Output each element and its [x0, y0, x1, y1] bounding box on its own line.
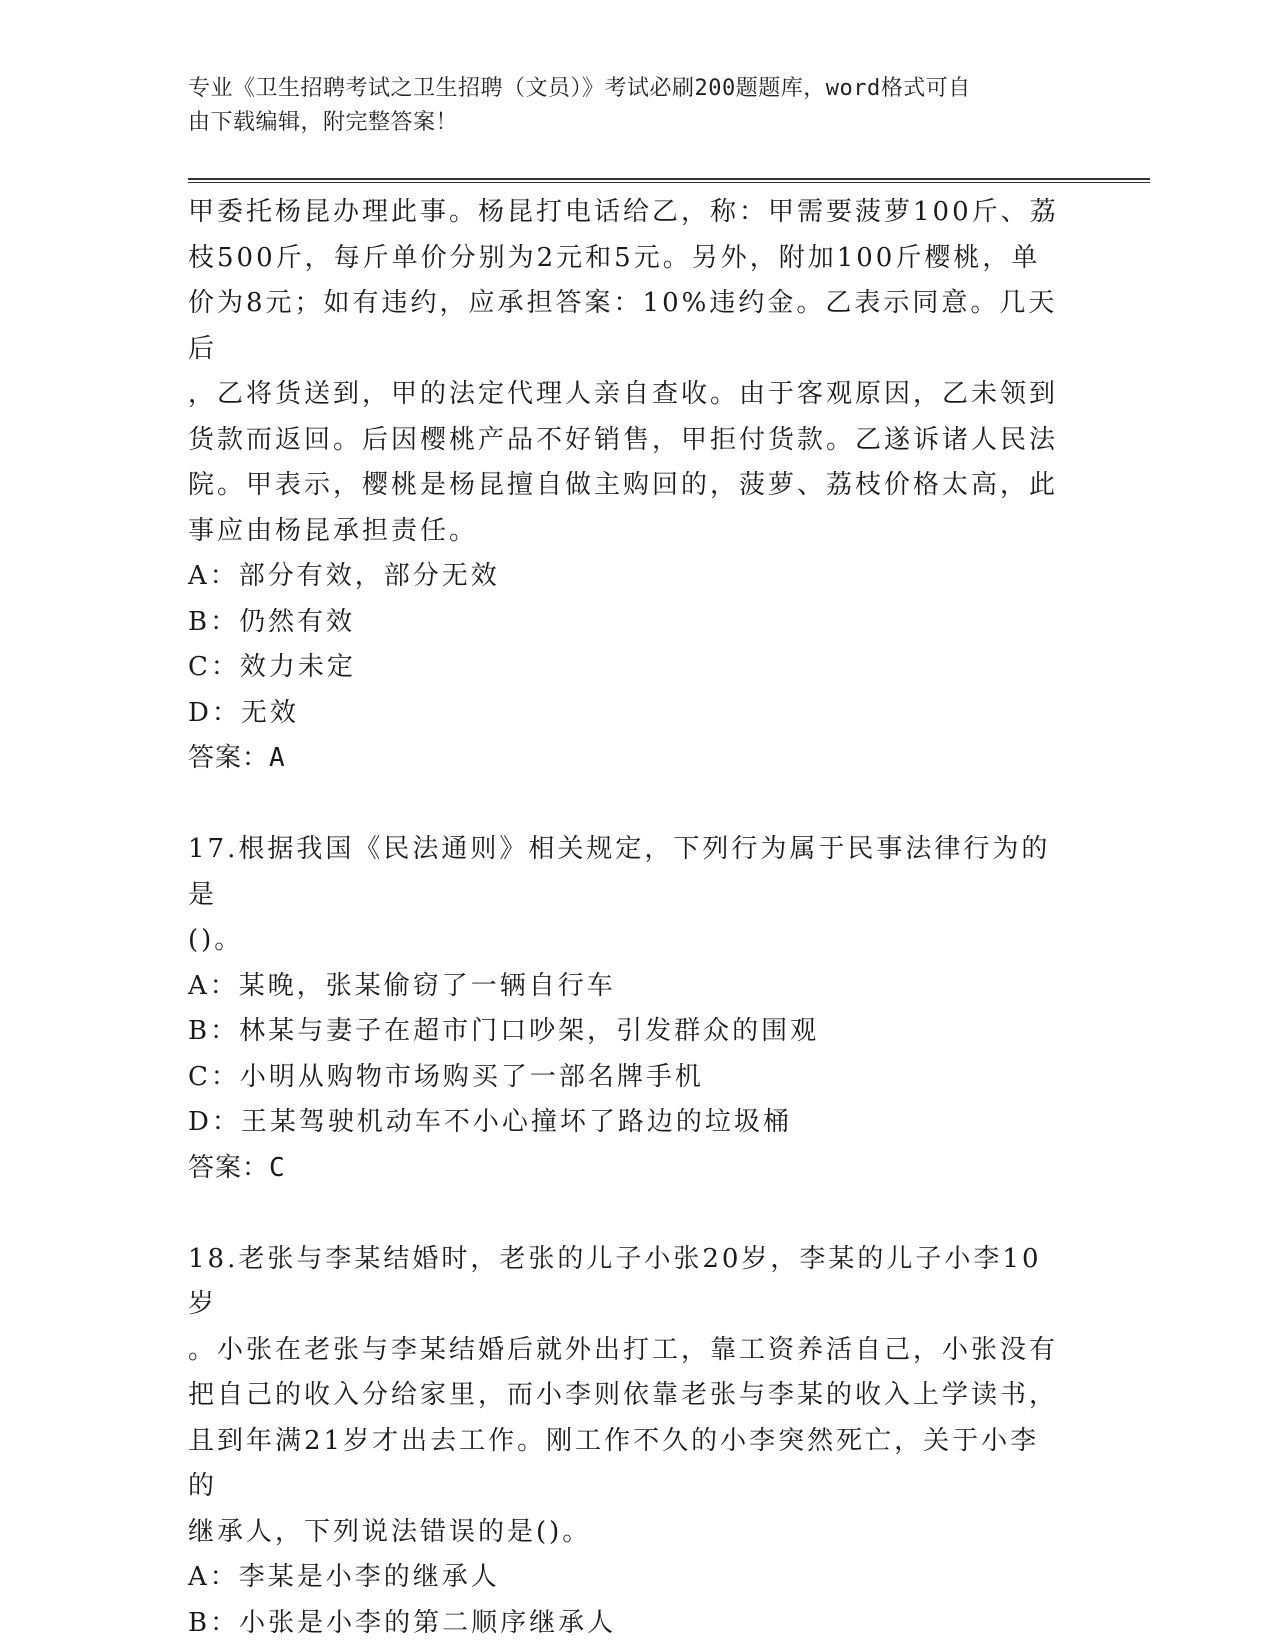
question-16	[188, 190, 1068, 782]
question-16-option-d: D：无效	[188, 697, 299, 728]
question-16-text-line: 事应由杨昆承担责任。	[188, 515, 479, 546]
spacer	[188, 1191, 1068, 1237]
header-divider	[188, 178, 1150, 183]
question-16-text-line: 价为8元；如有违约，应承担答案：10%违约金。乙表示同意。几天后	[188, 288, 1058, 364]
document-body	[188, 190, 1068, 1646]
question-17-text-line: 17.根据我国《民法通则》相关规定，下列行为属于民事法律行为的是	[188, 834, 1051, 910]
question-17-option-d: D：王某驾驶机动车不小心撞坏了路边的垃圾桶	[188, 1107, 792, 1137]
question-16-text-line: 枝500斤，每斤单价分别为2元和5元。另外，附加100斤樱桃，单	[188, 242, 1041, 273]
question-17-option-a: A：某晚，张某偷窃了一辆自行车	[188, 970, 616, 1001]
header-title-line-1: 专业《卫生招聘考试之卫生招聘（文员）》考试必刷200题题库，word格式可自	[188, 76, 971, 101]
question-16-option-c: C：效力未定	[188, 652, 356, 682]
question-17	[188, 827, 1068, 1191]
question-16-text-line: 货款而返回。后因樱桃产品不好销售，甲拒付货款。乙遂诉诸人民法	[188, 424, 1059, 455]
question-18-text-line: 把自己的收入分给家里，而小李则依靠老张与李某的收入上学读书，	[188, 1380, 1059, 1410]
question-18-option-b: B：小张是小李的第二顺序继承人	[188, 1607, 617, 1638]
question-16-text-line: ，乙将货送到，甲的法定代理人亲自查收。由于客观原因，乙未领到	[188, 379, 1059, 409]
question-18-text-line: 。小张在老张与李某结婚后就外出打工，靠工资养活自己，小张没有	[188, 1334, 1059, 1365]
question-16-option-b: B：仍然有效	[188, 606, 356, 637]
spacer	[188, 782, 1068, 828]
question-17-text-line: ()。	[188, 925, 244, 955]
question-18-text-line: 且到年满21岁才出去工作。刚工作不久的小李突然死亡，关于小李的	[188, 1425, 1040, 1501]
question-16-answer: 答案：A	[188, 743, 286, 773]
question-17-option-c: C：小明从购物市场购买了一部名牌手机	[188, 1061, 704, 1092]
header-title-line-2: 由下载编辑，附完整答案！	[188, 110, 459, 135]
question-16-text-line: 院。甲表示，樱桃是杨昆擅自做主购回的，菠萝、荔枝价格太高，此	[188, 470, 1059, 500]
question-17-answer: 答案：C	[188, 1152, 286, 1183]
question-18-option-a: A：李某是小李的继承人	[188, 1562, 500, 1592]
document-header	[188, 72, 1068, 140]
question-16-text-line: 甲委托杨昆办理此事。杨昆打电话给乙，称：甲需要菠萝100斤、荔	[188, 197, 1059, 227]
question-18-text-line: 18.老张与李某结婚时，老张的儿子小张20岁，李某的儿子小李10岁	[188, 1243, 1042, 1319]
question-16-option-a: A：部分有效，部分无效	[188, 561, 500, 591]
question-18-text-line: 继承人，下列说法错误的是()。	[188, 1516, 592, 1547]
question-18	[188, 1237, 1068, 1647]
question-17-option-b: B：林某与妻子在超市门口吵架，引发群众的围观	[188, 1016, 820, 1046]
